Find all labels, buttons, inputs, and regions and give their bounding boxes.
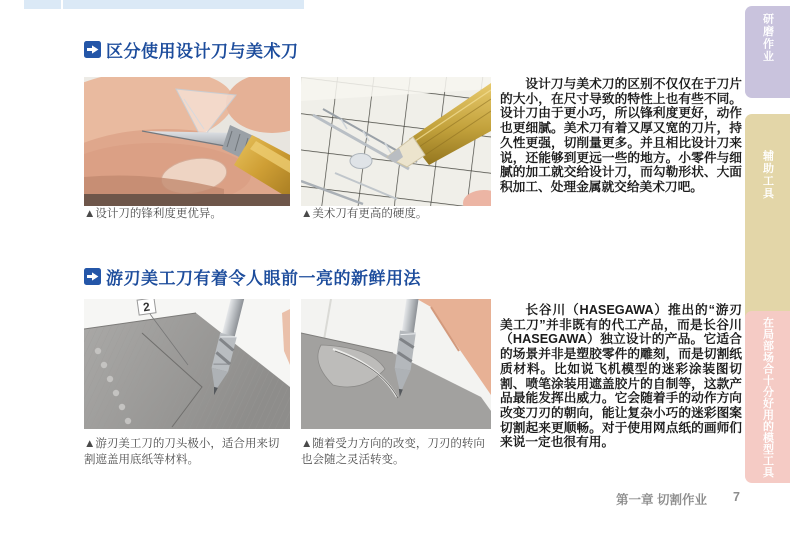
section2-body: 长谷川（HASEGAWA）推出的“游刃美工刀”并非既有的代工产品，而是长谷川（HASEGAWA）独立设计的产品。它适合的场景并非是塑胶零件的雕刻，而是切割纸质材料。比如说飞机模型的迷彩涂装图切割、喷笔涂装用遮盖胶片的自制等，这款产品最能发挥出威力。它会随着手的动作方向改变刀刃的朝向，能让复杂小巧的迷彩图案切割起来更顺畅。对于使用网点纸的画师们来说一定也很有用。: [500, 303, 742, 450]
photo-caption: ▲随着受力方向的改变，刀刃的转向也会随之灵活转变。: [301, 438, 485, 466]
photo-caption: ▲设计刀的锋利度更优异。: [84, 208, 222, 220]
sidebar-tab-grinding: [745, 6, 790, 98]
footer-page-number: 7: [733, 490, 740, 504]
section1-body: 设计刀与美术刀的区别不仅仅在于刀片的大小，在尺寸导致的特性上也有些不同。设计刀由于更小巧，所以锋利度更好，动作也更细腻。美术刀有着又厚又宽的刀片，持久性更强，切削量更多。并且相比设计刀来说，还能够到更远一些的地方。小零件与细腻的加工就交给设计刀，而勾勒形状、大面积加工、处理金属就交给美术刀吧。: [500, 77, 742, 194]
sidebar-tab-label: 研磨作业: [761, 13, 774, 63]
photo-design-knife: [84, 77, 290, 206]
clear-disc: [350, 154, 372, 169]
sidebar-tab-model-tools: [745, 311, 790, 483]
section2-heading-text: 游刃美工刀有着令人眼前一亮的新鲜用法: [106, 269, 421, 288]
section1-heading: [84, 37, 299, 62]
photo-caption: ▲美术刀有更高的硬度。: [301, 208, 428, 220]
sidebar-tab-label: 辅助工具: [761, 150, 774, 200]
arrow-right-icon: [84, 41, 101, 58]
header-band-small: [24, 0, 61, 9]
header-band-large: [63, 0, 304, 9]
footer-chapter-label: 第一章 切割作业: [616, 493, 707, 507]
sidebar-tab-label: 在局部场合十分好用的模型工具: [761, 317, 774, 478]
svg-text:2: 2: [142, 299, 151, 315]
photo1-shadow: [84, 194, 290, 206]
photo-caption: ▲游刃美工刀的刀头极小，适合用来切割遮盖用底纸等材料。: [84, 438, 280, 466]
sidebar-tab-auxiliary: [745, 114, 790, 328]
photo-swivel-knife-turning: [301, 299, 491, 429]
photo-art-knife: [301, 77, 491, 206]
photo-swivel-knife-cutting: [84, 299, 290, 429]
section1-heading-text: 区分使用设计刀与美术刀: [106, 42, 299, 61]
arrow-right-icon: [84, 268, 101, 285]
section2-heading: [84, 264, 421, 289]
